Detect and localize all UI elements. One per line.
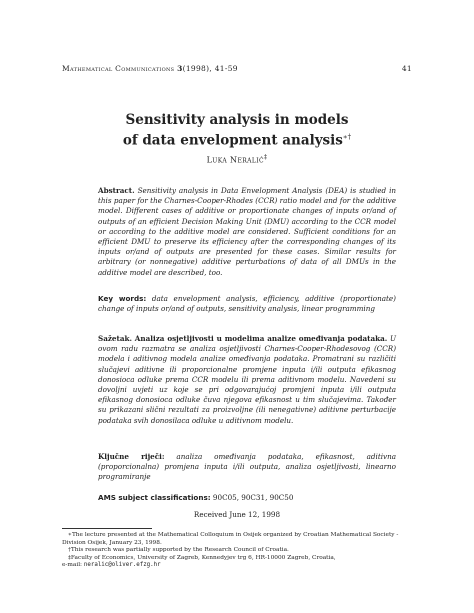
received-date: Received June 12, 1998	[193, 510, 281, 519]
keywords-label: Key words:	[98, 294, 147, 303]
footnote-funding: †This research was partially supported by the Research Council of Croatia.	[68, 547, 289, 554]
title-line-2	[0, 129, 474, 150]
kljucne-text: analiza omeđivanja podataka, efikasnost, aditivna (proporcionalna) promjena inputa i/ili outputa, analiza osjetljivosti, linearno programiranje	[98, 452, 396, 482]
journal-name: Mathematical Communications	[62, 64, 175, 73]
journal-year-pages: (1998), 41-59	[182, 64, 238, 73]
keywords-text: data envelopment analysis, efficiency, additive (proportionate) change of inputs or/and of outputs, sensitivity analysis, linear programming	[98, 294, 396, 314]
footnotes	[62, 532, 412, 570]
sazetak-label: Sažetak. Analiza osjetljivosti u modelima analize omeđivanja podataka.	[98, 334, 388, 343]
title-line-2-text: of data envelopment analysis	[122, 132, 343, 149]
journal-volume: 3	[177, 64, 183, 73]
sazetak	[98, 334, 396, 426]
sazetak-text: U ovom radu razmatra se analiza osjetljivosti Charnes-Cooper-Rhodesovog (CCR) modela i aditivnog modela analize omeđivanja podataka. Promatrani su različiti slučajevi aditivne ili proporcionalne promjene inputa i/ili outputa efikasnog donosioca odluke prema CCR modelu ili prema aditivnom modelu. Navedeni su dovoljni uvjeti uz koje se pri odgovarajućoj promjeni inputa i/ili outputa efikasnog donosioca odluke čuva njegova efikasnost u tim slučajevima. Također su prikazani slični rezultati za proizvoljne (ili nenegativne) aditivne perturbacije podataka svih donosilaca odluke u aditivnom modelu.	[98, 334, 396, 425]
author-email[interactable]: neralic@oliver.efzg.hr	[83, 562, 161, 569]
title-line-1: Sensitivity analysis in models	[125, 112, 349, 128]
kljucne-rijeci	[98, 452, 396, 483]
email-label: e-mail:	[62, 562, 83, 569]
footnote-email-line	[62, 562, 412, 570]
keywords	[98, 294, 396, 314]
page-number: 41	[401, 64, 412, 73]
ams-label: AMS subject classifications:	[98, 493, 211, 502]
ams-codes: 90C05, 90C31, 90C50	[212, 493, 294, 502]
title-footnote-marks: ∗†	[342, 133, 352, 141]
author-footnote-mark: ‡	[264, 154, 268, 161]
abstract	[98, 186, 396, 278]
abstract-label: Abstract.	[98, 186, 135, 195]
footnote-rule	[62, 528, 152, 529]
ams-classification	[98, 493, 396, 503]
journal-citation	[62, 64, 238, 73]
footnote-lecture: ∗The lecture presented at the Mathematical Colloquium in Osijek organized by Croatian Mathematical Society - Division Osijek, January 23, 1998.	[62, 532, 399, 546]
author-name: Luka Neralić	[206, 155, 265, 165]
paper-title	[0, 112, 474, 150]
footnote-affiliation: ‡Faculty of Economics, University of Zagreb, Kennedyjev trg 6, HR-10000 Zagreb, Croatia,	[68, 554, 336, 561]
running-header	[62, 64, 412, 73]
author	[0, 154, 474, 165]
abstract-text: Sensitivity analysis in Data Envelopment Analysis (DEA) is studied in this paper for the Charnes-Cooper-Rhodes (CCR) ratio model and for the additive model. Different cases of additive or proportionate changes of inputs or/and of outputs of an efficient Decision Making Unit (DMU) according to the CCR model or according to the additive model are considered. Sufficient conditions for an efficient DMU to preserve its efficiency after the corresponding changes of its inputs or/and of outputs are presented for these cases. Similar results for arbitrary (or nonnegative) additive perturbations of data of all DMUs in the additive model are described, too.	[98, 186, 396, 277]
kljucne-label: Ključne riječi:	[98, 452, 165, 461]
